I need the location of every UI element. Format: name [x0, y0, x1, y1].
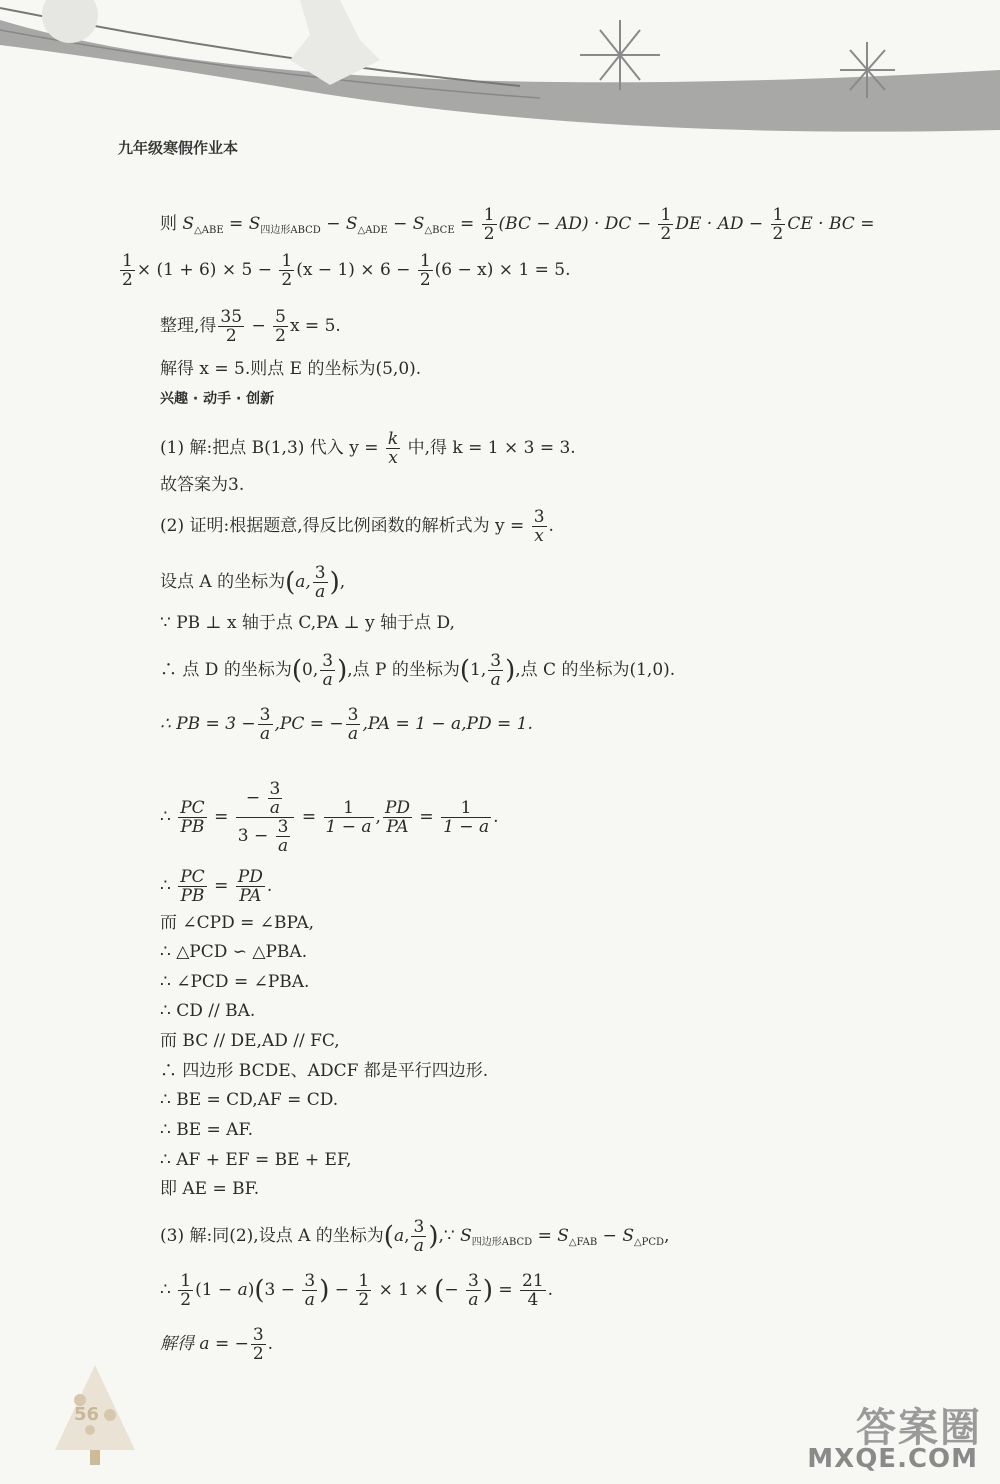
text-line-20: ∴ BE = CD,AF = CD.	[160, 1090, 339, 1110]
formula-line-12: ∴ $\frac{PC}{PB}$ = − $\frac{3}{a}$ 3 − $\frac{3}{a}$ = $\frac{1}{1 - a}$ , $\frac{PD}{PA}$ = $\frac{1}{1 - a}$ .	[160, 779, 499, 856]
text-line-22: ∴ AF + EF = BE + EF,	[160, 1150, 352, 1170]
text-line-18: 而 BC // DE,AD // FC,	[160, 1031, 340, 1051]
text-line-23: 即 AE = BF.	[160, 1179, 260, 1199]
text-line-4: 解得 x = 5.则点 E 的坐标为(5,0).	[160, 359, 422, 379]
formula-line-7: (2) 证明:根据题意,得反比例函数的解析式为 y = $\frac{3}{x}$ .	[160, 507, 554, 546]
header-decoration	[0, 0, 1000, 140]
formula-line-13: ∴ $\frac{PC}{PB}$ = $\frac{PD}{PA}$ .	[160, 867, 273, 906]
formula-line-10: ∴ 点 D 的坐标为(0, $\frac{3}{a}$ ),点 P 的坐标为(1, $\frac{3}{a}$ ),点 C 的坐标为(1,0).	[160, 651, 676, 690]
text-line-16: ∴ ∠PCD = ∠PBA.	[160, 972, 310, 992]
text-line-15: ∴ △PCD ∽ △PBA.	[160, 942, 308, 962]
formula-line-24: (3) 解:同(2),设点 A 的坐标为(a, $\frac{3}{a}$ ),∵ $S_{四边形ABCD} = S_{\triangle FAB} - S_{\triangle PCD}$,	[160, 1217, 670, 1256]
section-title: 兴趣 · 动手 · 创新	[160, 391, 275, 407]
formula-line-3: 整理,得 $\frac{35}{2}$ − $\frac{5}{2}$ x = 5.	[160, 307, 341, 346]
formula-line-25: ∴ $\frac{1}{2}$ (1 − a)(3 − $\frac{3}{a}$ ) − $\frac{1}{2}$ × 1 × (− $\frac{3}{a}$ ) = $\frac{21}{4}$ .	[160, 1271, 554, 1310]
text-line-17: ∴ CD // BA.	[160, 1001, 256, 1021]
watermark-logo: 答案圈	[856, 1405, 982, 1451]
formula-line-11: ∴ PB = 3 − $\frac{3}{a}$ ,PC = − $\frac{3}{a}$ ,PA = 1 − a,PD = 1.	[160, 705, 533, 744]
formula-line-5: (1) 解:把点 B(1,3) 代入 y = $\frac{k}{x}$ 中,得 k = 1 × 3 = 3.	[160, 429, 576, 468]
text-line-14: 而 ∠CPD = ∠BPA,	[160, 913, 315, 933]
formula-line-2: $\frac{1}{2}$ × (1 + 6) × 5 − $\frac{1}{2}$ (x − 1) × 6 − $\frac{1}{2}$ (6 − x) × 1 = 5.	[122, 251, 571, 290]
formula-line-8: 设点 A 的坐标为(a, $\frac{3}{a}$ ),	[160, 563, 346, 602]
text-line-21: ∴ BE = AF.	[160, 1120, 254, 1140]
text-line-19: ∴ 四边形 BCDE、ADCF 都是平行四边形.	[160, 1061, 489, 1081]
page-number: 56	[74, 1404, 100, 1425]
header-title: 九年级寒假作业本	[118, 139, 239, 157]
watermark-url: MXQE.COM	[807, 1444, 978, 1474]
formula-line-26: 解得 a = − $\frac{3}{2}$ .	[160, 1325, 274, 1364]
text-line-6: 故答案为3.	[160, 475, 245, 495]
formula-line-1: 则 $S_{\triangle ABE} = S_{四边形ABCD} - S_{\triangle ADE} - S_{\triangle BCE}$ = $\frac{1}{2}$ (BC − AD) · DC − $\frac{1}{2}$ DE · AD − $\frac{1}{2}$ CE · BC =	[160, 205, 875, 244]
text-line-9: ∵ PB ⊥ x 轴于点 C,PA ⊥ y 轴于点 D,	[160, 613, 455, 633]
